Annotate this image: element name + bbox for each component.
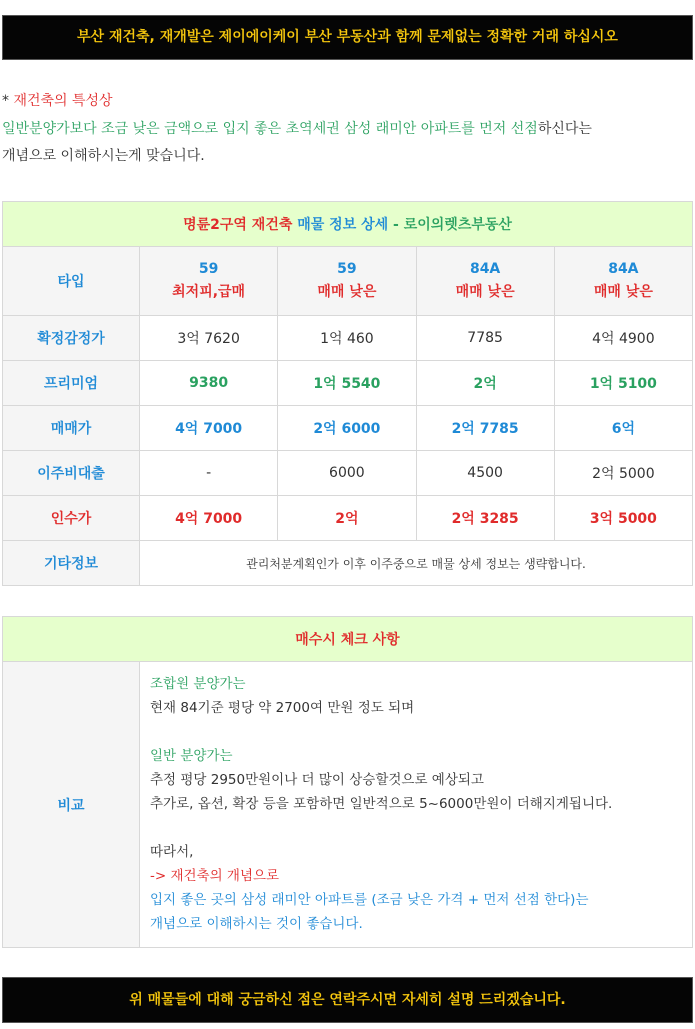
type-value: 84A — [608, 261, 639, 277]
conclusion-line4: 개념으로 이해하시는 것이 좋습니다. — [150, 916, 363, 932]
general-price-line2: 추가로, 옵션, 확장 등을 포함하면 일반적으로 5~6000만원이 더해지게됩니다. — [150, 796, 613, 812]
etc-note: 관리처분계획인가 이후 이주중으로 매물 상세 정보는 생략합니다. — [140, 541, 693, 586]
type-value: 59 — [337, 261, 357, 277]
listing-title-blue: 매물 정보 상세 — [297, 217, 389, 233]
member-price-text: 현재 84기준 평당 약 2700여 만원 정도 되며 — [150, 700, 415, 716]
intro-text — [2, 88, 692, 171]
check-table — [2, 616, 693, 948]
appraisal-value: 7785 — [416, 316, 554, 361]
asterisk: * — [2, 93, 9, 109]
appraisal-value: 4억 4900 — [554, 316, 692, 361]
sale-value: 6억 — [554, 406, 692, 451]
loan-value: 6000 — [278, 451, 416, 496]
premium-value: 1억 5100 — [554, 361, 692, 406]
general-price-line1: 추정 평당 2950만원이나 더 많이 상승할것으로 예상되고 — [150, 772, 484, 788]
loan-label: 이주비대출 — [3, 451, 140, 496]
premium-value: 1억 5540 — [278, 361, 416, 406]
premium-value: 9380 — [140, 361, 278, 406]
member-price-heading: 조합원 분양가는 — [150, 676, 246, 692]
takeover-label: 인수가 — [3, 496, 140, 541]
listing-title-red: 명륜2구역 재건축 — [183, 217, 293, 233]
takeover-value: 4억 7000 — [140, 496, 278, 541]
listing-title — [3, 202, 693, 247]
type-note: 최저피,급매 — [172, 284, 246, 300]
type-note: 매매 낮은 — [593, 284, 653, 300]
listing-title-sep: - — [393, 217, 399, 233]
loan-value: 4500 — [416, 451, 554, 496]
top-banner: 부산 재건축, 재개발은 제이에이케이 부산 부동산과 함께 문제없는 정확한 거래 하십시오 — [2, 15, 693, 60]
type-cell — [278, 247, 416, 316]
listing-table — [2, 201, 693, 586]
loan-value: 2억 5000 — [554, 451, 692, 496]
sale-value: 2억 7785 — [416, 406, 554, 451]
loan-value: - — [140, 451, 278, 496]
premium-label: 프리미엄 — [3, 361, 140, 406]
check-label: 비교 — [3, 662, 140, 948]
sale-label: 매매가 — [3, 406, 140, 451]
type-cell — [416, 247, 554, 316]
intro-highlight: 일반분양가보다 조금 낮은 금액으로 입지 좋은 초역세권 삼성 래미안 아파트를 먼저 선점 — [2, 120, 538, 137]
conclusion-line1: 따라서, — [150, 844, 194, 860]
general-price-heading: 일반 분양가는 — [150, 748, 233, 764]
check-title: 매수시 체크 사항 — [3, 617, 693, 662]
conclusion-line2: -> 재건축의 개념으로 — [150, 868, 280, 884]
etc-label: 기타정보 — [3, 541, 140, 586]
appraisal-value: 3억 7620 — [140, 316, 278, 361]
listing-title-green: 로이의렛츠부동산 — [403, 217, 512, 233]
type-value: 84A — [469, 261, 501, 277]
type-note: 매매 낮은 — [317, 284, 377, 300]
bottom-banner: 위 매물들에 대해 궁금하신 점은 연락주시면 자세히 설명 드리겠습니다. — [2, 977, 693, 1023]
type-cell — [140, 247, 278, 316]
intro-heading: 재건축의 특성상 — [13, 93, 113, 109]
type-label: 타입 — [3, 247, 140, 316]
sale-value: 2억 6000 — [278, 406, 416, 451]
check-content — [140, 662, 693, 948]
appraisal-value: 1억 460 — [278, 316, 416, 361]
takeover-value: 3억 5000 — [554, 496, 692, 541]
takeover-value: 2억 — [278, 496, 416, 541]
takeover-value: 2억 3285 — [416, 496, 554, 541]
type-value: 59 — [198, 261, 219, 277]
conclusion-line3: 입지 좋은 곳의 삼성 래미안 아파트를 (조금 낮은 가격 + 먼저 선점 한다)는 — [150, 892, 589, 908]
appraisal-label: 확정감정가 — [3, 316, 140, 361]
sale-value: 4억 7000 — [140, 406, 278, 451]
premium-value: 2억 — [416, 361, 554, 406]
intro-line2: 개념으로 이해하시는게 맞습니다. — [2, 148, 205, 164]
type-cell — [554, 247, 692, 316]
type-note: 매매 낮은 — [455, 284, 515, 300]
intro-line1-rest: 하신다는 — [537, 120, 592, 137]
